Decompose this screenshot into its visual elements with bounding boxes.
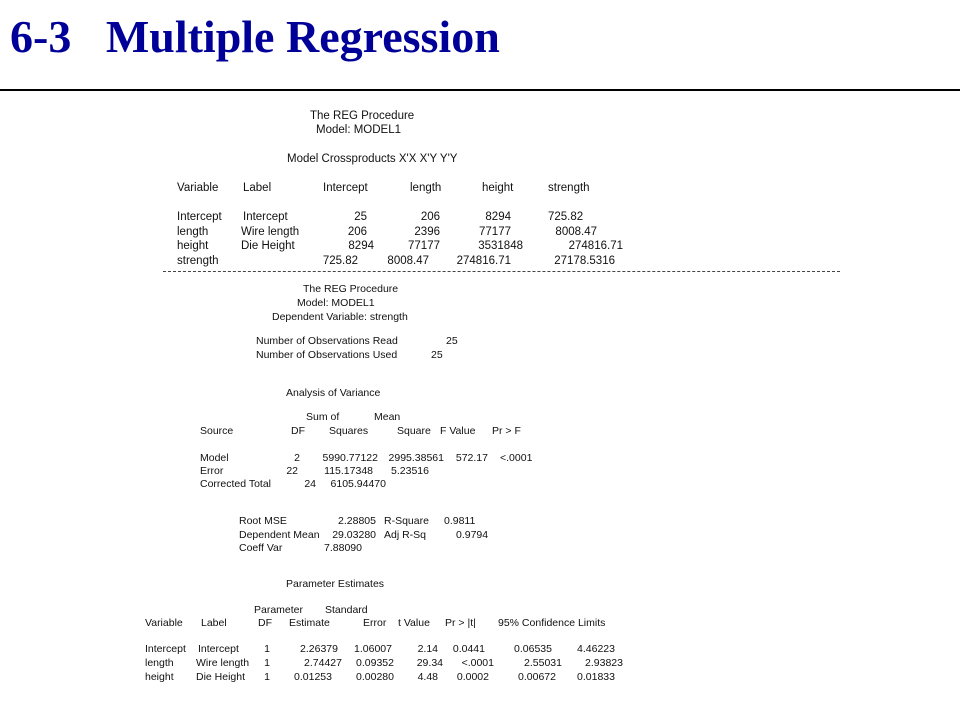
cell: <.0001 (500, 452, 533, 464)
cell: 725.82 (548, 211, 584, 223)
col-header: DF (291, 425, 305, 437)
cell: 8008.47 (555, 226, 597, 238)
cell: 0.00672 (518, 671, 556, 683)
col-header: Label (243, 182, 272, 194)
cell: 1 (264, 643, 270, 655)
cell: 1 (264, 657, 270, 669)
cell: Wire length (196, 657, 250, 669)
col-header: height (482, 182, 514, 194)
dependent-variable-label: Dependent Variable: strength (272, 311, 408, 323)
params-header-top: Standard (325, 604, 368, 616)
anova-header-top: Mean (374, 411, 401, 423)
col-header: length (410, 182, 442, 194)
col-header: DF (258, 617, 272, 629)
cell: 27178.5316 (554, 255, 615, 267)
anova-header-top: Sum of (306, 411, 340, 423)
proc-title: The REG Procedure (303, 283, 399, 295)
col-header: Square (397, 425, 431, 437)
col-header: 95% Confidence Limits (498, 617, 606, 629)
fit-value: 0.9794 (456, 529, 489, 541)
col-header: Label (201, 617, 227, 629)
cell: 572.17 (455, 452, 488, 464)
cell: Intercept (198, 643, 239, 655)
cell: Die Height (241, 240, 295, 252)
cell: 0.0002 (456, 671, 489, 683)
cell: 5.23516 (391, 465, 429, 477)
cell: 0.00280 (356, 671, 394, 683)
cell: 77177 (408, 240, 440, 252)
col-header: t Value (398, 617, 430, 629)
cell: 2396 (414, 226, 440, 238)
cell: 4.48 (417, 671, 438, 683)
cell: Wire length (241, 226, 300, 238)
cell: Error (200, 465, 224, 477)
cell: 2.14 (417, 643, 438, 655)
cell: 0.0441 (452, 643, 485, 655)
cell: 0.01253 (294, 671, 332, 683)
cell: 4.46223 (577, 643, 615, 655)
cell: Intercept (243, 211, 288, 223)
cell: 24 (304, 478, 316, 490)
fit-value: 2.28805 (338, 515, 376, 527)
col-header: Variable (177, 182, 219, 194)
cell: 2 (294, 452, 300, 464)
cell: 115.17348 (324, 465, 373, 477)
fit-label: Dependent Mean (239, 529, 320, 541)
cell: height (145, 671, 174, 683)
cell: 1 (264, 671, 270, 683)
cell: 8294 (348, 240, 374, 252)
cell: 2.55031 (524, 657, 562, 669)
obs-read-label: Number of Observations Read (256, 335, 398, 347)
fit-label: R-Square (384, 515, 429, 527)
model-label: Model: MODEL1 (297, 297, 375, 309)
col-header: Source (200, 425, 234, 437)
cell: strength (177, 255, 219, 267)
cell: 274816.71 (568, 240, 623, 252)
cell: Intercept (145, 643, 186, 655)
obs-read-value: 25 (446, 335, 458, 347)
fit-value: 7.88090 (324, 542, 362, 554)
crossproducts-heading: Model Crossproducts X'X X'Y Y'Y (287, 153, 458, 165)
obs-used-label: Number of Observations Used (256, 349, 398, 361)
cell: 2.74427 (304, 657, 342, 669)
title-rule (0, 89, 960, 91)
cell: 22 (286, 465, 298, 477)
cell: 2995.38561 (388, 452, 444, 464)
cell: 725.82 (322, 255, 358, 267)
col-header: Error (363, 617, 387, 629)
anova-heading: Analysis of Variance (286, 387, 381, 399)
cell: length (145, 657, 174, 669)
cell: 25 (354, 211, 367, 223)
cell: 77177 (479, 226, 511, 238)
fit-value: 0.9811 (444, 515, 476, 527)
col-header: Intercept (323, 182, 368, 194)
fit-label: Adj R-Sq (384, 529, 427, 541)
cell: 2.26379 (300, 643, 338, 655)
cell: 0.01833 (577, 671, 615, 683)
cell: 8294 (485, 211, 511, 223)
proc-title: The REG Procedure (310, 110, 415, 122)
col-header: Estimate (289, 617, 330, 629)
col-header: Pr > |t| (445, 617, 476, 629)
page-break-divider (163, 271, 840, 272)
cell: Die Height (196, 671, 246, 683)
cell: 29.34 (416, 657, 443, 669)
cell: <.0001 (461, 657, 494, 669)
fit-label: Root MSE (239, 515, 287, 527)
slide-title: 6-3 Multiple Regression (10, 11, 500, 62)
params-heading: Parameter Estimates (286, 578, 385, 590)
fit-label: Coeff Var (239, 542, 283, 554)
cell: 1.06007 (354, 643, 392, 655)
cell: 206 (347, 226, 367, 238)
col-header: Squares (329, 425, 369, 437)
col-header: strength (548, 182, 590, 194)
col-header: Pr > F (492, 425, 521, 437)
cell: 2.93823 (585, 657, 623, 669)
cell: 5990.77122 (322, 452, 378, 464)
cell: 274816.71 (456, 255, 511, 267)
cell: 0.09352 (356, 657, 394, 669)
cell: 6105.94470 (330, 478, 386, 490)
col-header: F Value (440, 425, 476, 437)
cell: 8008.47 (387, 255, 429, 267)
cell: 206 (420, 211, 440, 223)
cell: Model (200, 452, 229, 464)
cell: Corrected Total (200, 478, 272, 490)
col-header: Variable (145, 617, 183, 629)
cell: Intercept (177, 211, 222, 223)
cell: 3531848 (478, 240, 523, 252)
cell: height (177, 240, 209, 252)
model-label: Model: MODEL1 (316, 124, 402, 136)
fit-value: 29.03280 (332, 529, 376, 541)
cell: length (177, 226, 209, 238)
cell: 0.06535 (514, 643, 552, 655)
obs-used-value: 25 (431, 349, 443, 361)
params-header-top: Parameter (254, 604, 304, 616)
